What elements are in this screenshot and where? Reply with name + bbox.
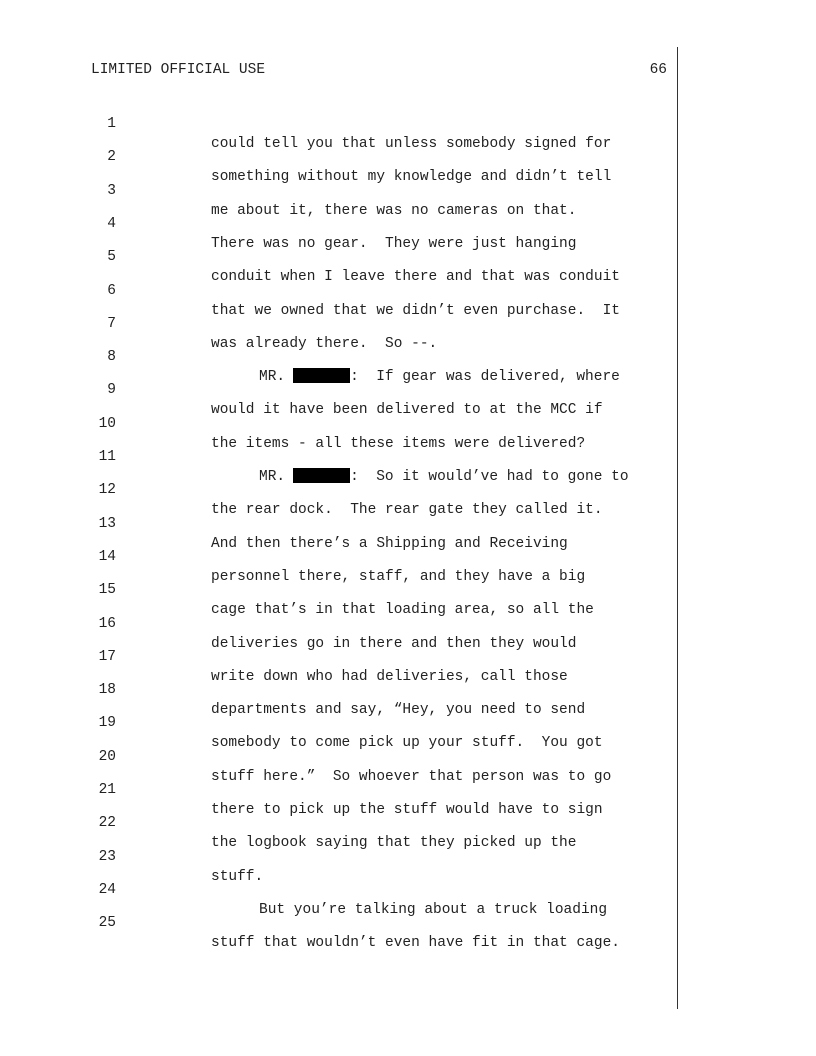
transcript-line [0,327,816,386]
transcript-line [0,793,816,852]
transcript-line [0,560,816,619]
line-number: 12 [98,482,116,499]
line-number: 9 [107,382,116,399]
transcript-line [0,194,816,252]
transcript-line [0,494,816,552]
speaker-title: MR. [259,469,286,485]
line-text: could tell you that unless somebody signed for [211,136,612,152]
line-text: the rear dock. The rear gate they called it. [211,502,603,519]
line-text: stuff that wouldn’t even have fit in that cage. [211,935,620,952]
line-number: 23 [98,848,116,865]
line-text: deliveries go in there and then they would [211,635,577,652]
line-number: 7 [107,315,116,332]
transcript-line [0,360,816,419]
line-number: 20 [98,748,116,765]
line-number: 14 [98,548,116,565]
line-text: me about it, there was no cameras on that. [211,202,577,219]
transcript-line [0,394,816,452]
line-text: But you’re talking about a truck loading [259,901,608,918]
line-text: stuff here.” So whoever that person was to go [211,768,612,785]
line-text: the items - all these items were delivered? [211,435,586,452]
transcript-line [0,427,816,485]
line-text: the logbook saying that they picked up the [211,835,577,852]
line-text: there to pick up the stuff would have to sign [211,802,603,818]
line-number: 8 [107,349,116,366]
line-number: 21 [98,782,116,798]
line-number: 1 [107,116,116,132]
line-number: 18 [98,682,116,699]
transcript-line [0,527,816,585]
speaker-title: MR. [259,369,286,386]
line-number: 25 [98,915,116,932]
transcript-line [0,94,816,152]
transcript-line [0,693,816,752]
line-number: 13 [98,515,116,532]
line-text: was already there. So --. [211,335,438,352]
line-text: There was no gear. They were just hanging [211,235,577,252]
line-number: 24 [98,881,116,898]
line-number: 11 [98,449,116,465]
transcript-line [0,827,816,885]
line-number: 17 [98,648,116,665]
line-text: somebody to come pick up your stuff. You got [211,735,603,752]
line-number: 16 [98,615,116,632]
line-number: 4 [107,215,116,232]
transcript-line [0,261,816,319]
transcript-line [0,127,816,186]
transcript-line [0,860,816,918]
line-text: : So it would’ve had to gone to [350,469,629,485]
classification-header: LIMITED OFFICIAL USE [91,62,266,78]
line-text: departments and say, “Hey, you need to send [211,702,586,719]
line-number: 10 [98,415,116,432]
line-text: And then there’s a Shipping and Receiving [211,535,568,552]
line-number: 5 [107,249,116,266]
line-number: 22 [98,815,116,832]
line-text: write down who had deliveries, call those [211,668,568,685]
transcript-line [0,594,816,652]
line-text: conduit when I leave there and that was conduit [211,269,620,286]
line-text: that we owned that we didn’t even purchase. It [211,302,620,319]
line-text: stuff. [211,868,264,885]
transcript-line [0,760,816,818]
line-number: 6 [107,282,116,299]
line-text: personnel there, staff, and they have a big [211,568,586,585]
line-number: 15 [98,582,116,599]
line-text: cage that’s in that loading area, so all the [211,602,594,619]
page-number: 66 [649,62,667,78]
transcript-line [0,460,816,519]
line-text: would it have been delivered to at the MCC if [211,402,603,419]
transcript-line [0,161,816,219]
transcript-line [0,660,816,719]
line-number: 19 [98,715,116,732]
line-number: 3 [107,182,116,199]
transcript-line [0,227,816,286]
transcript-line [0,294,816,352]
line-number: 2 [107,149,116,166]
line-text: : If gear was delivered, where [350,369,620,386]
transcript-line [0,627,816,685]
line-text: something without my knowledge and didn’t tell [211,169,612,186]
transcript-line [0,727,816,785]
transcript-line [0,893,816,952]
